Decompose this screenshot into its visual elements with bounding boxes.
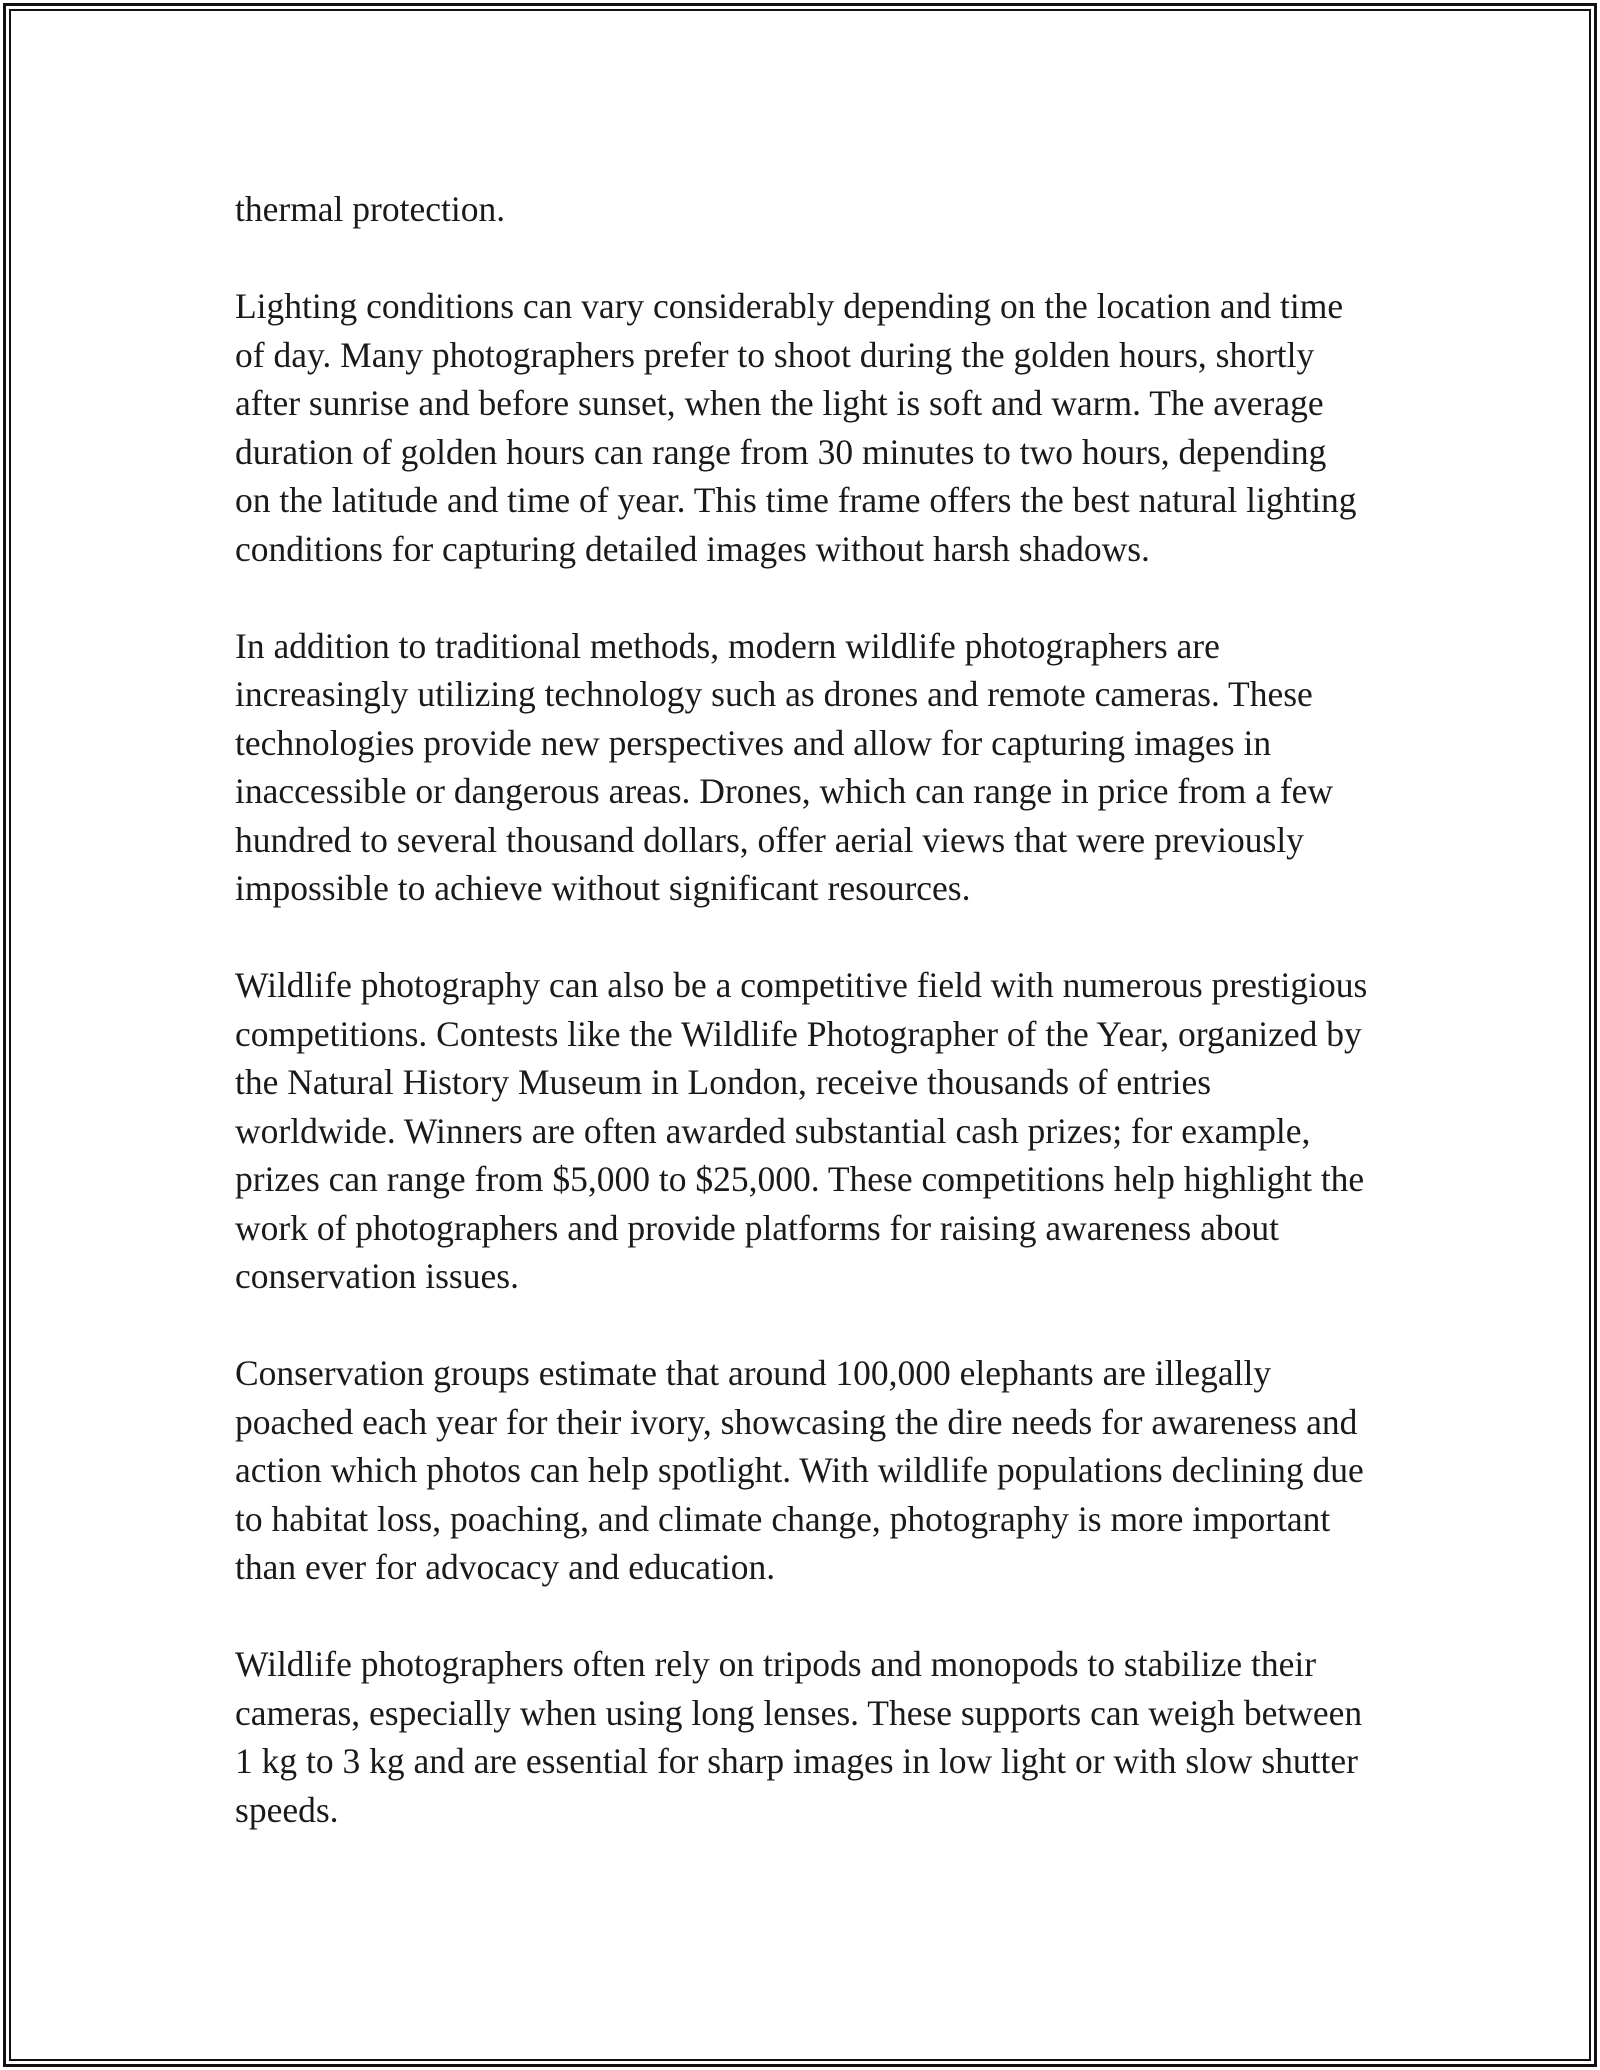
paragraph-tripods: Wildlife photographers often rely on tripods and monopods to stabilize their cameras, especially when using long lenses. These supports can weigh between 1 kg to 3 kg and are essential for sharp images in low light or with slow shutter speeds. [235, 1644, 1363, 1830]
document-body [235, 185, 1370, 1834]
paragraph-continuation: thermal protection. [235, 189, 506, 229]
paragraph-competitions: Wildlife photography can also be a competitive field with numerous prestigious competitions. Contests like the Wildlife Photographer of the Year, organized by the Natural History Museum in London, receive thousands of entries worldwide. Winners are often awarded substantial cash prizes; for example, prizes can range from $5,000 to $25,000. These competitions help highlight the work of photographers and provide platforms for raising awareness about conservation issues. [235, 965, 1368, 1296]
paragraph-conservation: Conservation groups estimate that around 100,000 elephants are illegally poached each year for their ivory, showcasing the dire needs for awareness and action which photos can help spotlight. With wildlife populations declining due to habitat loss, poaching, and climate change, photography is more important than ever for advocacy and education. [235, 1353, 1364, 1587]
paragraph-lighting-conditions: Lighting conditions can vary considerably depending on the location and time of day. Many photographers prefer to shoot during the golden hours, shortly after sunrise and before sunset, when the light is soft and warm. The average duration of golden hours can range from 30 minutes to two hours, depending on the latitude and time of year. This time frame offers the best natural lighting conditions for capturing detailed images without harsh shadows. [235, 286, 1357, 569]
paragraph-drones-technology: In addition to traditional methods, modern wildlife photographers are increasingly utilizing technology such as drones and remote cameras. These technologies provide new perspectives and allow for capturing images in inaccessible or dangerous areas. Drones, which can range in price from a few hundred to several thousand dollars, offer aerial views that were previously impossible to achieve without significant resources. [235, 625, 1334, 908]
